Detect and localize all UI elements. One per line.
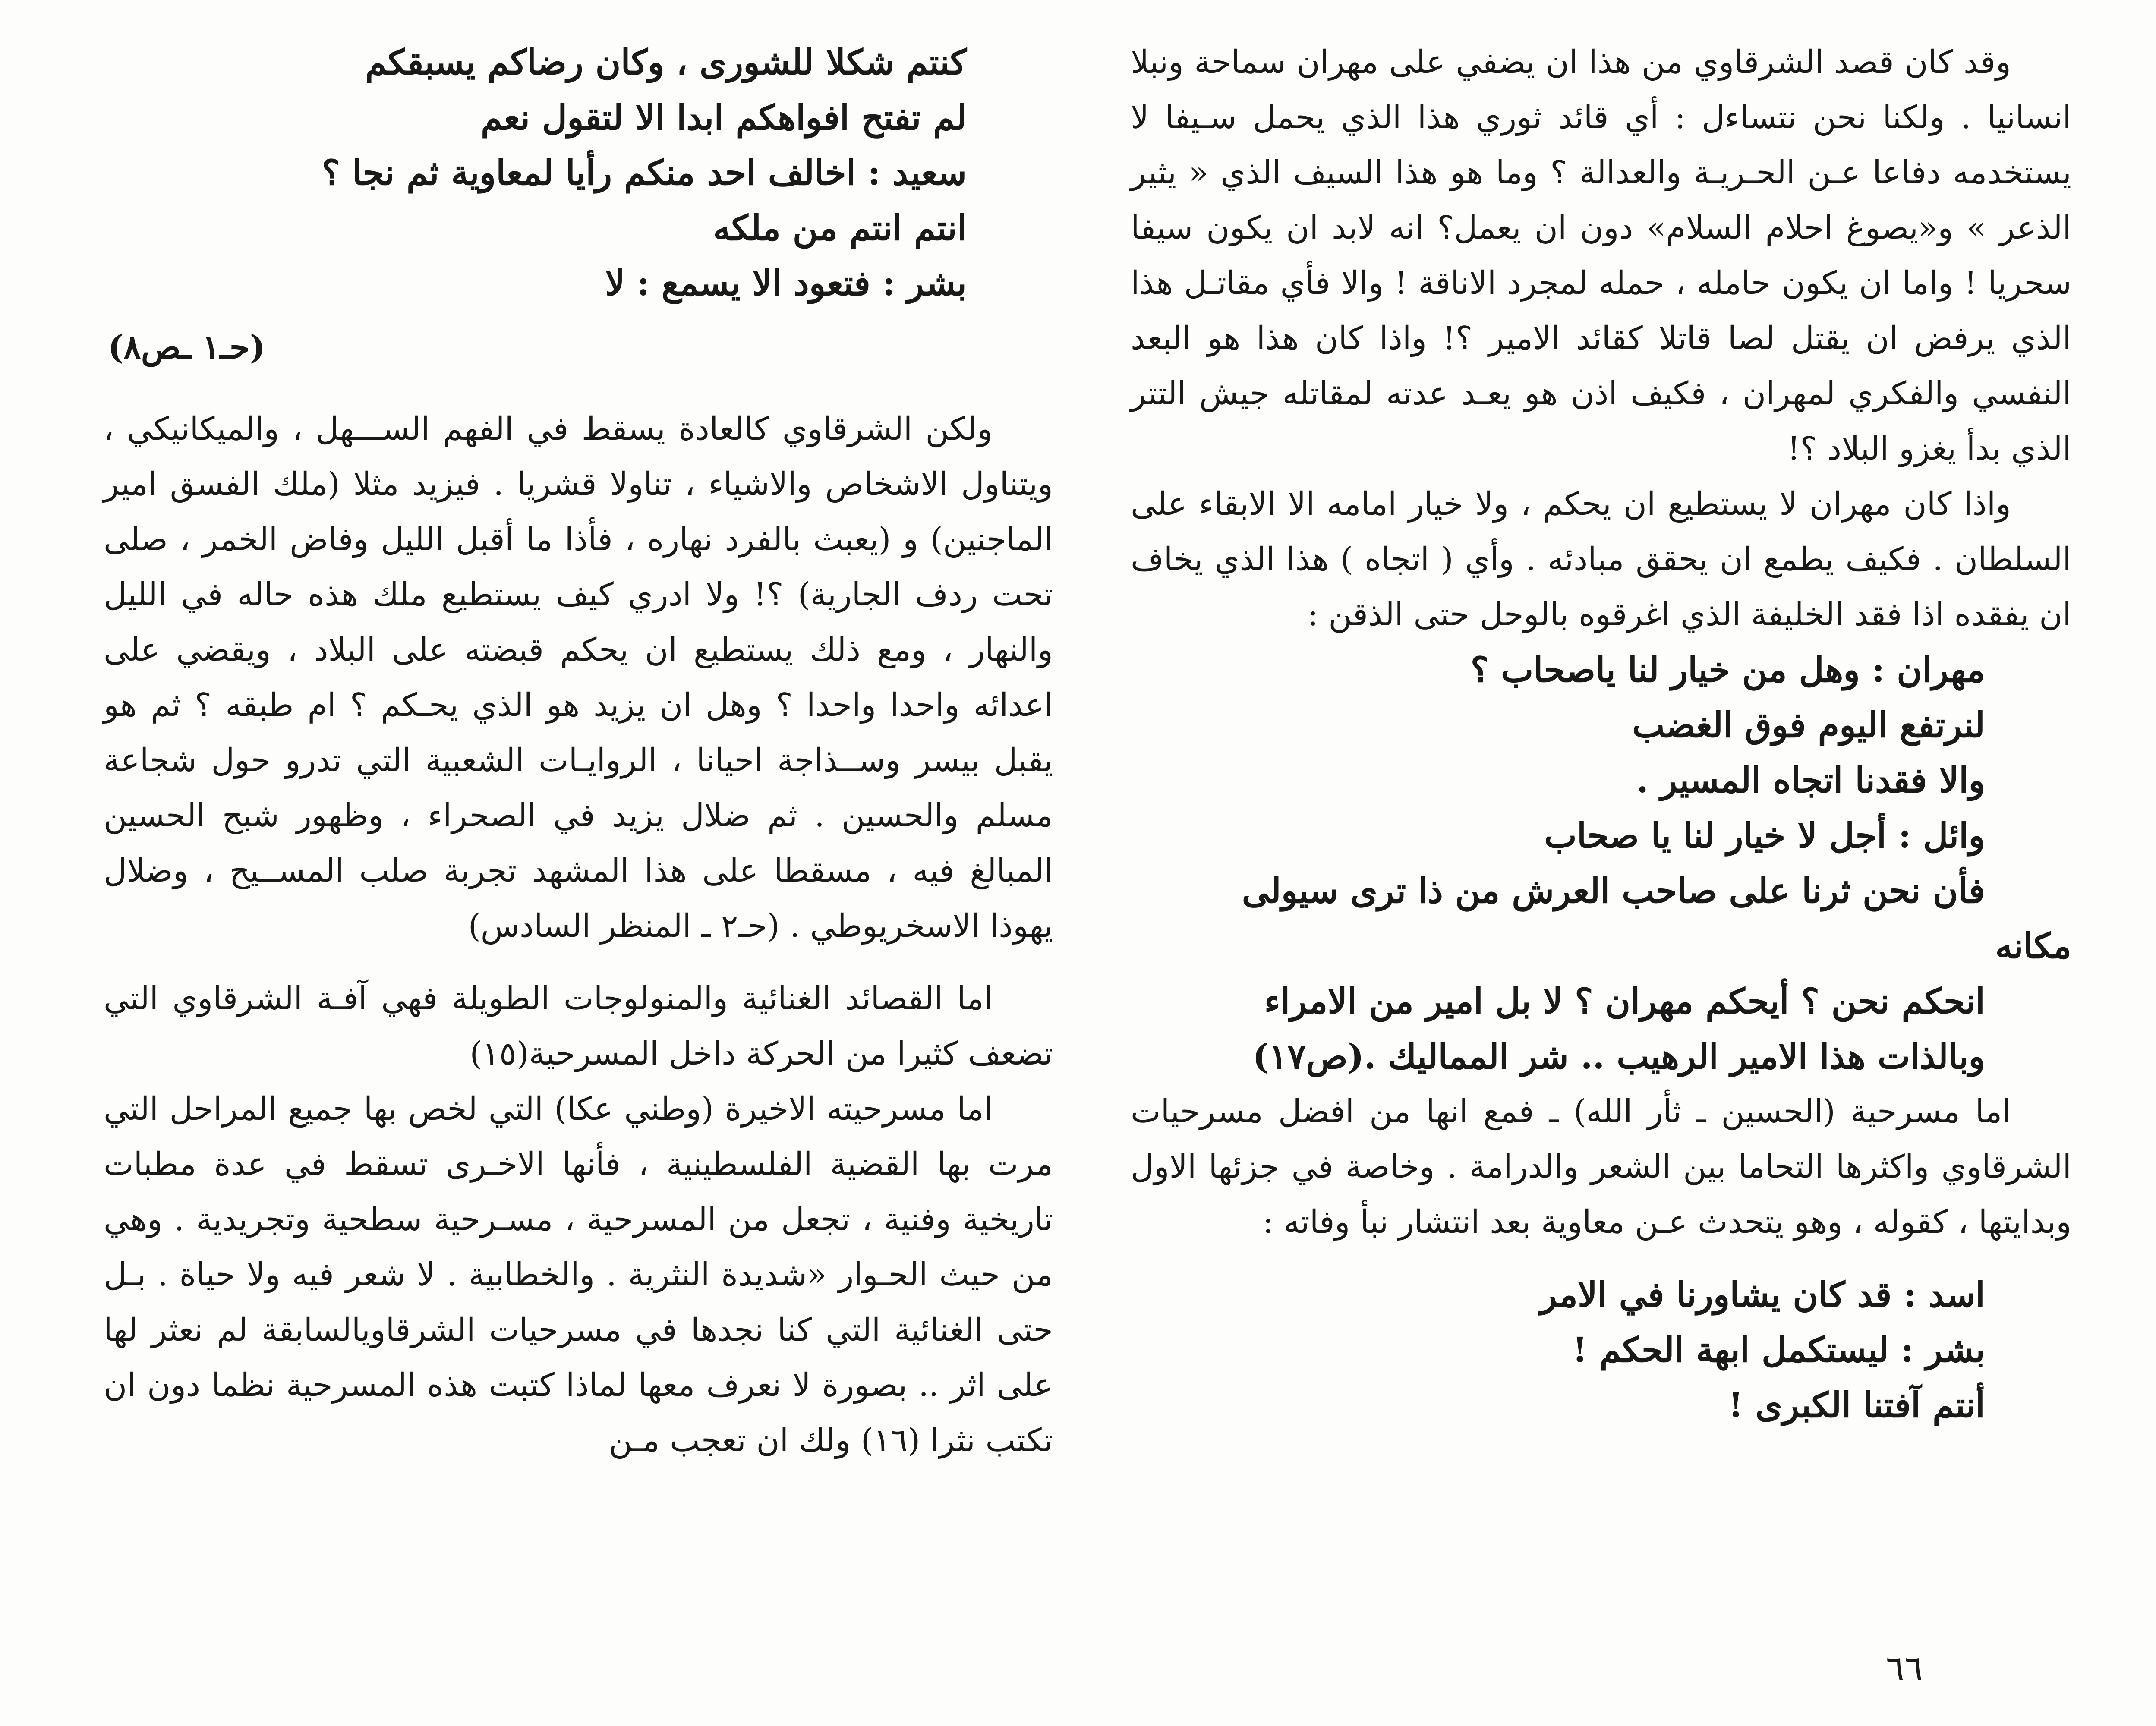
paragraph-text: اما مسرحية (الحسين ـ ثأر الله) ـ فمع انها من افضل مسرحيات الشرقاوي واكثرها التحاما بين الشعر والدرامة . وخاصة في جزئها الاول وبدايتها ، كقوله ، وهو يتحدث عـن معاوية بعد انتشار نبأ وفاته : [1131, 1093, 2071, 1241]
paragraph-text: واذا كان مهران لا يستطيع ان يحكم ، ولا خيار امامه الا الابقاء على السلطان . فكيف يطمع ان يحقق مبادئه . وأي ( اتجاه ) هذا الذي يخاف ان يفقده اذا فقد الخليفة الذي اغرقوه بالوحل حتى الذقن : [1131, 485, 2071, 633]
verse-line: والا فقدنا اتجاه المسير . [1636, 760, 1985, 800]
paragraph-text: وقد كان قصد الشرقاوي من هذا ان يضفي على مهران سماحة ونبلا انسانيا . ولكنا نحن نتساءل : أي قائد ثوري هذا الذي يحمل سـيفا لا يستخدمه دفاعا عـن الحـريـة والعدالة ؟ وما هو هذا السيف الذي « يثير الذعر » و«يصوغ احلام السلام» دون ان يعمل؟ انه لابد ان يكون سيفا سحريا ! واما ان يكون حامله ، حمله لمجرد الاناقة ! والا فأي مقاتـل هذا الذي يرفض ان يقتل لصا قاتلا كقائد الامير ؟! واذا كان هذا هو البعد النفسي والفكري لمهران ، فكيف اذن هو يعـد عدته لمقاتله جيش التتر الذي بدأ يغزو البلاد ؟! [1131, 44, 2071, 467]
verse-line: مهران : وهل من خيار لنا ياصحاب ؟ [1470, 649, 1985, 690]
verse-line: اسد : قد كان يشاورنا في الامر [1540, 1274, 1985, 1315]
verse-line: مكانه [1995, 926, 2071, 966]
verse-line: انتم انتم من ملكه [713, 208, 967, 248]
paragraph-text: اما مسرحيته الاخيرة (وطني عكا) التي لخص بها جميع المراحل التي مرت بها القضية الفلسطينية ، فأنها الاخـرى تسقط في عدة مطبات تاريخية وفنية ، تجعل من المسرحية ، مسـرحية سطحية وتجريدية . وهي من حيث الحـوار «شديدة النثرية . والخطابية . لا شعر فيه ولا حياة . بـل حتى الغنائية التي كنا نجدها في مسرحيات الشرقاويالسابقة لم نعثر لها على اثر .. بصورة لا نعرف معها لماذا كتبت هذه المسرحية نظما دون ان تكتب نثرا (١٦) ولك ان تعجب مـن [104, 1090, 1053, 1459]
verse-line: فأن نحن ثرنا على صاحب العرش من ذا ترى سيولى [1242, 870, 1985, 911]
verse-line: بشر : ليستكمل ابهة الحكم ! [1572, 1329, 1985, 1370]
verse-block [1131, 642, 2071, 1084]
verse-line: سعيد : اخالف احد منكم رأيا لمعاوية ثم نجا ؟ [322, 152, 967, 193]
verse-line: لنرتفع اليوم فوق الغضب [1632, 705, 1985, 745]
verse-line: لم تفتح افواهكم ابدا الا لتقول نعم [481, 97, 967, 138]
verse-block-top [104, 35, 1053, 311]
paragraph [104, 401, 1053, 954]
verse-line: وائل : أجل لا خيار لنا يا صحاب [1544, 815, 1985, 856]
verse-block-bottom [1131, 1267, 2071, 1433]
right-column [1131, 35, 2071, 1433]
citation-ref: (حـ١ ـص٨) [108, 328, 265, 366]
verse-line: كنتم شكلا للشورى ، وكان رضاكم يسبقكم [365, 42, 967, 82]
paragraph [104, 971, 1053, 1468]
paragraph [1131, 1084, 2071, 1250]
page-number: ٦٦ [1886, 1648, 1923, 1688]
paragraph [1131, 35, 2071, 642]
verse-line: وبالذات هذا الامير الرهيب .. شر المماليك .(ص١٧) [1252, 1036, 1985, 1077]
paragraph-text: اما القصائد الغنائية والمنولوجات الطويلة فهي آفـة الشرقاوي التي تضعف كثيرا من الحركة داخل المسرحية(١٥) [104, 980, 1053, 1072]
verse-line: بشر : فتعود الا يسمع : لا [605, 263, 967, 303]
verse-line: أنتم آفتنا الكبرى ! [1728, 1385, 1985, 1425]
paragraph-text: ولكن الشرقاوي كالعادة يسقط في الفهم الســـهل ، والميكانيكي ، ويتناول الاشخاص والاشياء ، تناولا قشريا . فيزيد مثلا (ملك الفسق امير الماجنين) و (يعبث بالفرد نهاره ، فأذا ما أقبل الليل وفاض الخمر ، صلى تحت ردف الجارية) ؟! ولا ادري كيف يستطيع ملك هذه حاله في الليل والنهار ، ومع ذلك يستطيع ان يحكم قبضته على البلاد ، ويقضي على اعدائه واحدا واحدا ؟ وهل ان يزيد هو الذي يحـكم ؟ ام طبقه ؟ ثم هو يقبل بيسر وســذاجة احيانا ، الروايـات الشعبية التي تدرو حول شجاعة مسلم والحسين . ثم ضلال يزيد في الصحراء ، وظهور شبح الحسين المبالغ فيه ، مسقطا على هذا المشهد تجربة صلب المســيح ، وضلال يهوذا الاسخريوطي . (حـ٢ ـ المنظر السادس) [104, 410, 1053, 945]
left-column [104, 35, 1053, 1468]
verse-line: انحكم نحن ؟ أيحكم مهران ؟ لا بل امير من الامراء [1264, 981, 1985, 1021]
